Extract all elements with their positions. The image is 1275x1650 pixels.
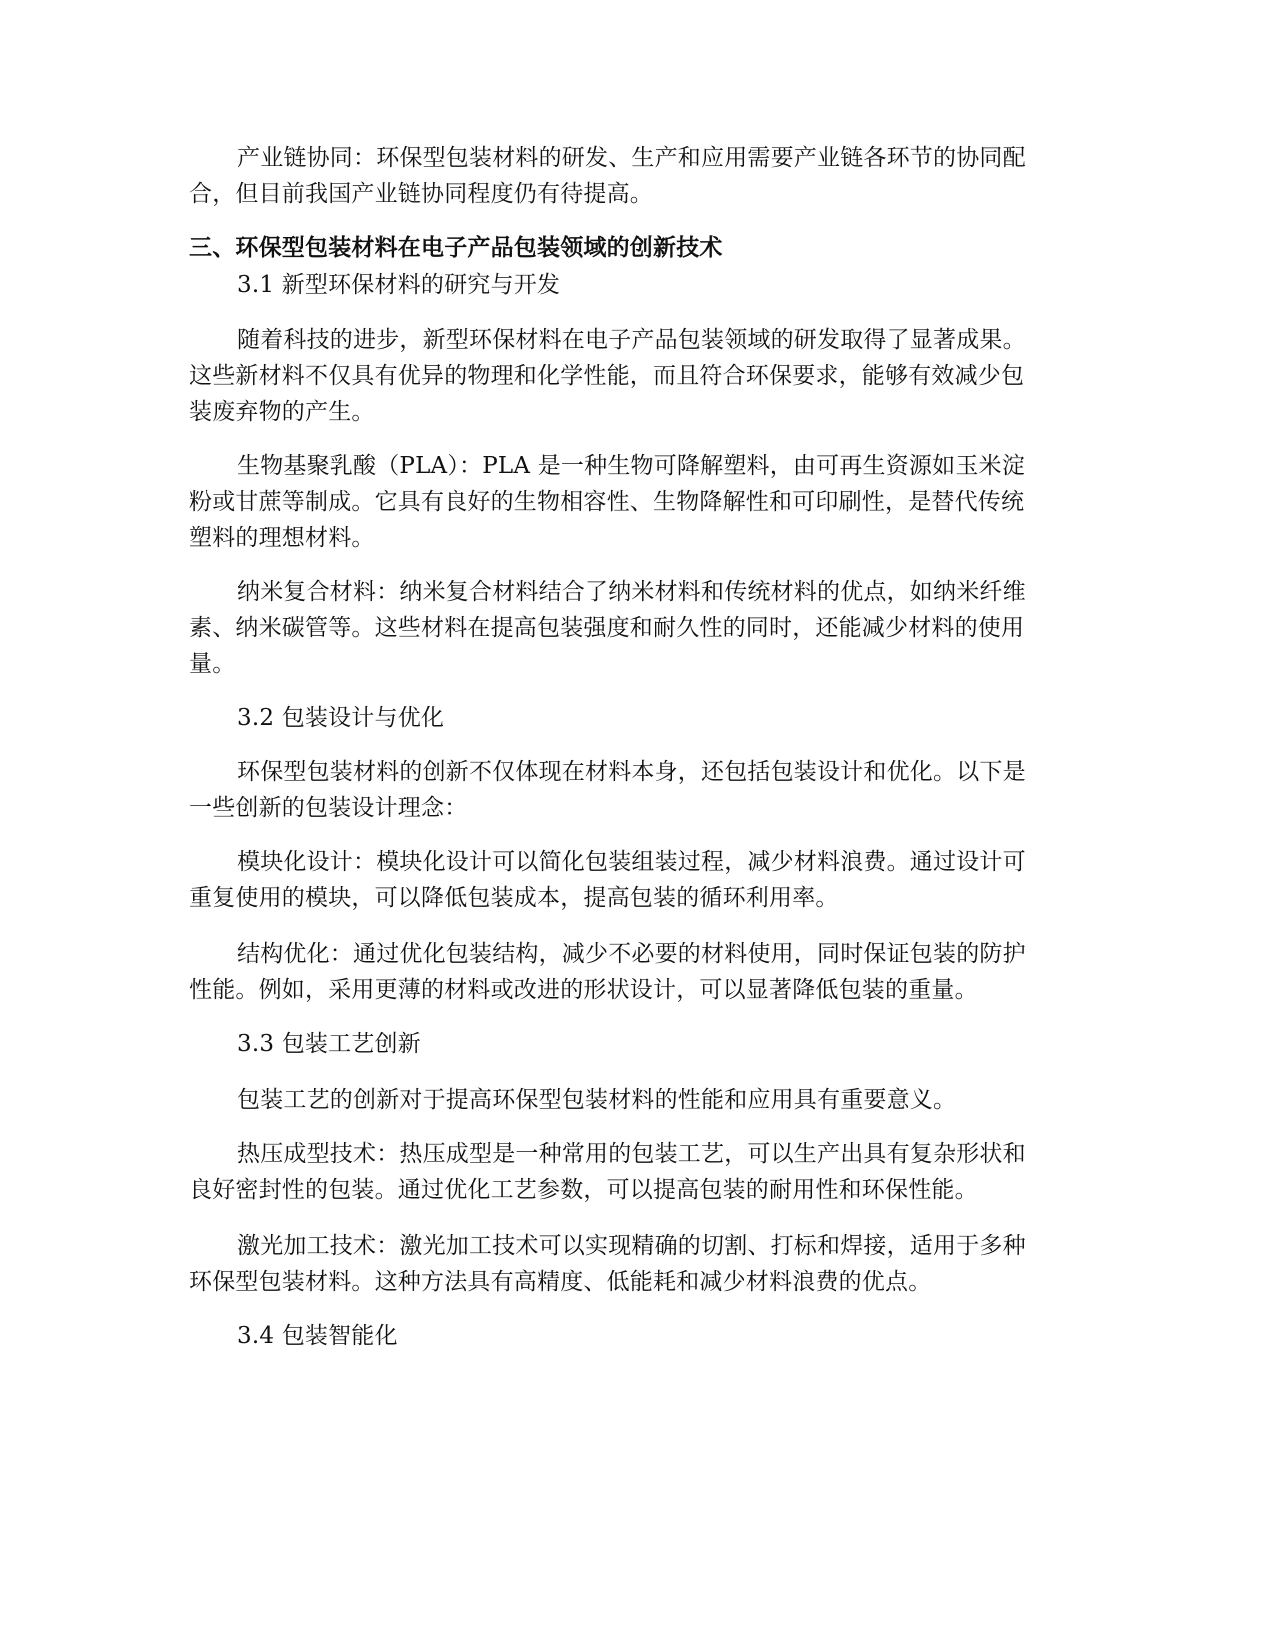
subsection-heading: 3.2 包装设计与优化	[237, 705, 445, 731]
subsection-heading: 3.4 包装智能化	[237, 1323, 398, 1349]
paragraph-line: 良好密封性的包装。通过优化工艺参数，可以提高包装的耐用性和环保性能。	[189, 1177, 978, 1203]
paragraph-line: 结构优化：通过优化包装结构，减少不必要的材料使用，同时保证包装的防护	[237, 941, 1026, 967]
paragraph-line: 生物基聚乳酸（PLA）：PLA 是一种生物可降解塑料，由可再生资源如玉米淀	[237, 453, 1025, 479]
subsection-heading: 3.3 包装工艺创新	[237, 1031, 421, 1057]
paragraph-line: 合，但目前我国产业链协同程度仍有待提高。	[189, 181, 653, 207]
paragraph-line: 产业链协同：环保型包装材料的研发、生产和应用需要产业链各环节的协同配	[237, 145, 1026, 171]
paragraph-line: 量。	[189, 651, 236, 677]
section-heading: 三、环保型包装材料在电子产品包装领域的创新技术	[189, 235, 723, 261]
paragraph-line: 环保型包装材料的创新不仅体现在材料本身，还包括包装设计和优化。以下是	[237, 759, 1026, 785]
paragraph-line: 粉或甘蔗等制成。它具有良好的生物相容性、生物降解性和可印刷性，是替代传统	[189, 489, 1025, 515]
paragraph-line: 纳米复合材料：纳米复合材料结合了纳米材料和传统材料的优点，如纳米纤维	[237, 579, 1026, 605]
paragraph-line: 这些新材料不仅具有优异的物理和化学性能，而且符合环保要求，能够有效减少包	[189, 363, 1025, 389]
paragraph-line: 包装工艺的创新对于提高环保型包装材料的性能和应用具有重要意义。	[237, 1087, 957, 1113]
paragraph-line: 塑料的理想材料。	[189, 525, 375, 551]
paragraph-line: 模块化设计：模块化设计可以简化包装组装过程，减少材料浪费。通过设计可	[237, 849, 1026, 875]
paragraph-line: 素、纳米碳管等。这些材料在提高包装强度和耐久性的同时，还能减少材料的使用	[189, 615, 1025, 641]
subsection-heading: 3.1 新型环保材料的研究与开发	[237, 272, 561, 298]
paragraph-line: 一些创新的包装设计理念：	[189, 795, 468, 821]
paragraph-line: 激光加工技术：激光加工技术可以实现精确的切割、打标和焊接，适用于多种	[237, 1233, 1026, 1259]
paragraph-line: 环保型包装材料。这种方法具有高精度、低能耗和减少材料浪费的优点。	[189, 1269, 932, 1295]
paragraph-line: 重复使用的模块，可以降低包装成本，提高包装的循环利用率。	[189, 885, 839, 911]
paragraph-line: 热压成型技术：热压成型是一种常用的包装工艺，可以生产出具有复杂形状和	[237, 1141, 1026, 1167]
paragraph-line: 性能。例如，采用更薄的材料或改进的形状设计，可以显著降低包装的重量。	[189, 977, 978, 1003]
paragraph-line: 装废弃物的产生。	[189, 399, 375, 425]
paragraph-line: 随着科技的进步，新型环保材料在电子产品包装领域的研发取得了显著成果。	[237, 327, 1026, 353]
